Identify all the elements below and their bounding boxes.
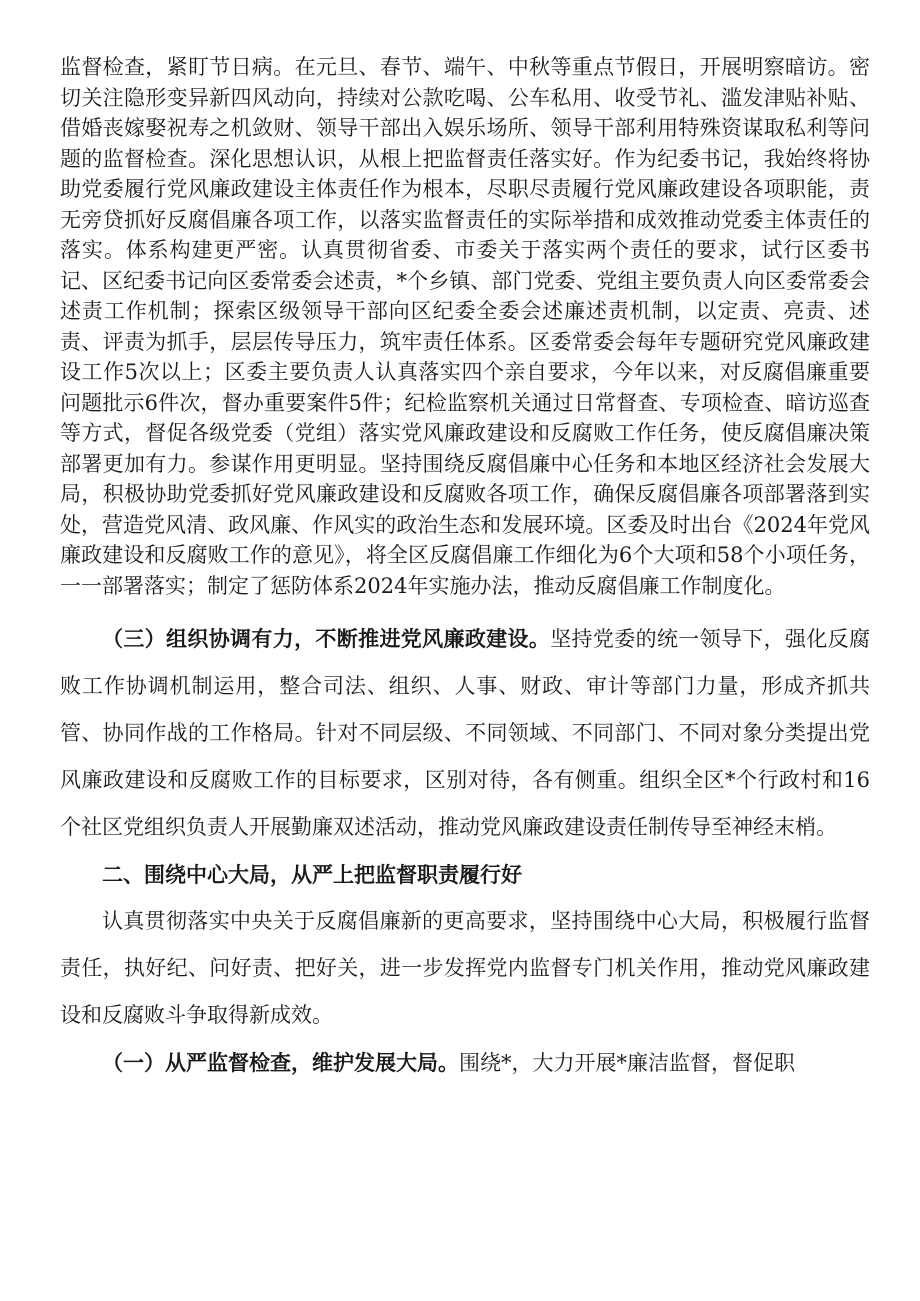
paragraph-lead-strict-supervision: （一）从严监督检查，维护发展大局。 bbox=[102, 1050, 459, 1075]
paragraph-strict-supervision bbox=[60, 1039, 870, 1087]
paragraph-lead-coordination: （三）组织协调有力，不断推进党风廉政建设。 bbox=[102, 626, 551, 651]
paragraph-section-intro: 认真贯彻落实中央关于反腐倡廉新的更高要求，坚持围绕中心大局，积极履行监督责任，执好纪、问好责、把好关，进一步发挥党内监督专门机关作用，推动党风廉政建设和反腐败斗争取得新成效。 bbox=[60, 909, 870, 1027]
paragraph-coordination bbox=[60, 615, 870, 851]
paragraph-body-strict-supervision: 围绕*，大力开展*廉洁监督，督促职 bbox=[459, 1051, 795, 1075]
document-page bbox=[60, 52, 870, 1087]
section-heading-two: 二、围绕中心大局，从严上把监督职责履行好 bbox=[102, 862, 522, 887]
paragraph-supervision-responsibility: 监督检查，紧盯节日病。在元旦、春节、端午、中秋等重点节假日，开展明察暗访。密切关注隐形变异新四风动向，持续对公款吃喝、公车私用、收受节礼、滥发津贴补贴、借婚丧嫁娶祝寿之机敛财、领导干部出入娱乐场所、领导干部利用特殊资谋取私利等问题的监督检查。深化思想认识，从根上把监督责任落实好。作为纪委书记，我始终将协助党委履行党风廉政建设主体责任作为根本，尽职尽责履行党风廉政建设各项职能，责无旁贷抓好反腐倡廉各项工作，以落实监督责任的实际举措和成效推动党委主体责任的落实。体系构建更严密。认真贯彻省委、市委关于落实两个责任的要求，试行区委书记、区纪委书记向区委常委会述责，*个乡镇、部门党委、党组主要负责人向区委常委会述责工作机制；探索区级领导干部向区纪委全委会述廉述责机制，以定责、亮责、述责、评责为抓手，层层传导压力，筑牢责任体系。区委常委会每年专题研究党风廉政建设工作5次以上；区委主要负责人认真落实四个亲自要求，今年以来，对反腐倡廉重要问题批示6件次，督办重要案件5件；纪检监察机关通过日常督查、专项检查、暗访巡查等方式，督促各级党委（党组）落实党风廉政建设和反腐败工作任务，使反腐倡廉决策部署更加有力。参谋作用更明显。坚持围绕反腐倡廉中心任务和本地区经济社会发展大局，积极协助党委抓好党风廉政建设和反腐败各项工作，确保反腐倡廉各项部署落到实处，营造党风清、政风廉、作风实的政治生态和发展环境。区委及时出台《2024年党风廉政建设和反腐败工作的意见》，将全区反腐倡廉工作细化为6个大项和58个小项任务，一一部署落实；制定了惩防体系2024年实施办法，推动反腐倡廉工作制度化。 bbox=[60, 55, 870, 598]
paragraph-body-coordination: 坚持党委的统一领导下，强化反腐败工作协调机制运用，整合司法、组织、人事、财政、审计等部门力量，形成齐抓共管、协同作战的工作格局。针对不同层级、不同领域、不同部门、不同对象分类提出党风廉政建设和反腐败工作的目标要求，区别对待，各有侧重。组织全区*个行政村和16个社区党组织负责人开展勤廉双述活动，推动党风廉政建设责任制传导至神经末梢。 bbox=[60, 627, 871, 839]
